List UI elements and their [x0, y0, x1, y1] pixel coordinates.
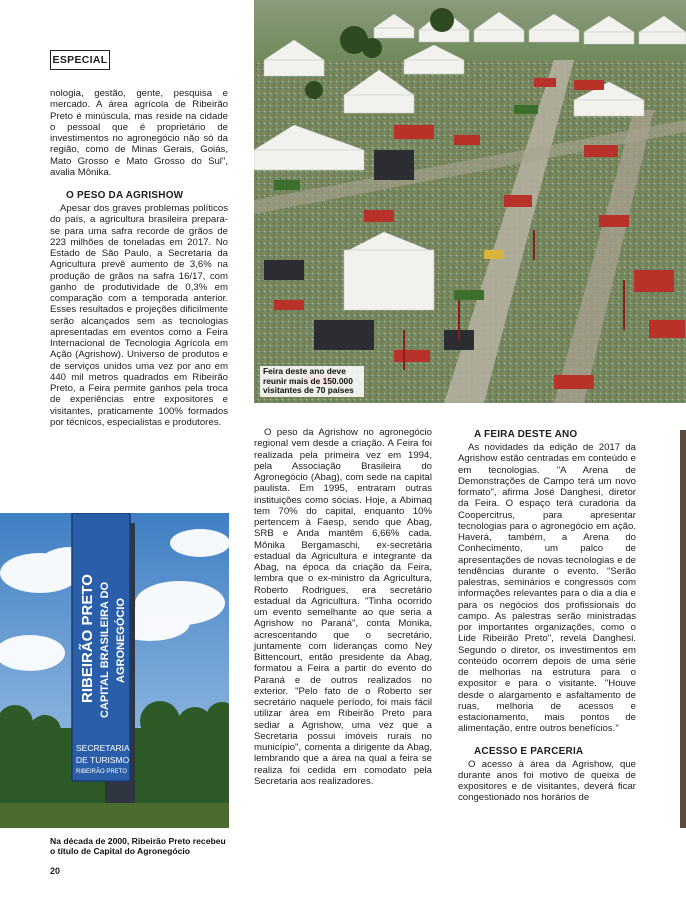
sign-illustration: [0, 513, 229, 828]
column-2: [254, 427, 432, 787]
page-number: 20: [50, 866, 61, 876]
sign-text-capital: CAPITAL BRASILEIRA DO: [99, 581, 111, 718]
section-heading-feira: A FEIRA DESTE ANO: [474, 429, 578, 440]
fair-aerial-illustration: [254, 0, 686, 403]
sign-text-turismo: DE TURISMO: [76, 755, 130, 765]
section-tag: ESPECIAL: [50, 50, 110, 70]
sign-text-ribeirao: RIBEIRÃO PRETO: [76, 769, 127, 775]
section-heading-acesso: ACESSO E PARCERIA: [474, 745, 584, 757]
section-heading-peso: O PESO DA AGRISHOW: [66, 190, 184, 201]
col2-paragraph: O peso da Agrishow no agronegócio regional vem desde a criação. A Feira foi realizada pela primeira vez em 1994, pela Associação Brasileira do Agronegócio (Abag), com sede na capital paulista. Em 1995, entraram outras instituições como sócias. Hoje, a Abimaq tem 70% do capital, enquanto 10% pertencem à Faesp, sendo que Abag, SRB e Anda mantêm 6,66% cada. Mônika Bergamaschi, ex-secretária estadual da Agricultura e integrante da Abag, na época da criação da Feira, lembra que o ex-ministro da Agricultura, Roberto Rodrigues, era secretário estadual da Agricultura. "Tinha ocorrido um evento semelhante ao que seria a Agrishow no Paraná", conta Monika, acrescentando que o secretário, juntamente com lideranças como Ney Bittencourt, então presidente da Abag, formatou a Feira a partir do evento do Paraná e de outros realizados no exterior. "Pelo fato de o Roberto ser secretário naquele período, foi mais fácil utilizar área em Ribeirão Preto para sediar a Agrishow, uma vez que a Secretaria possui imóveis rurais no município", comenta a dirigente da Abag, lembrando que a área na qual a feira se realiza foi cedida em comodato pela Secretaria aos realizadores.: [254, 427, 432, 787]
right-edge-photo: [680, 430, 686, 828]
intro-paragraph: nologia, gestão, gente, pesquisa e mercado. A área agrícola de Ribeirão Preto é minúscula, mas reside na cidade o pessoal que é proprietário de investimentos no agronegócio não só da região, como de Minas Gerais, Goiás, Mato Grosso e Mato Grosso do Sul", avalia Mônika.: [50, 88, 228, 178]
peso-paragraph: Apesar dos graves problemas políticos do país, a agricultura brasileira prepara-se para uma safra recorde de grãos de 223 milhões de toneladas em 2017. No Estado de São Paulo, a Secretaria da Agricultura prevê aumento de 3,6% na produção de grãos na safra 16/17, com ganho de produtividade de 0,3% em comparação com a temporada anterior. Esses resultados e projeções dificilmente serão alcançados sem as tecnologias apresentadas em eventos como a Feira Internacional de Tecnologia Agrícola em Ação (Agrishow). Universo de produtos e de serviços unidos uma vez por ano em 440 mil metros quadrados em Ribeirão Preto, a Feira permite ganhos pela troca de experiências entre expositores e visitantes, praticamente 100% formados por técnicos, especialistas e produtores.: [50, 203, 228, 428]
column-1: [50, 88, 228, 428]
fair-aerial-photo: [254, 0, 686, 403]
feira-paragraph: As novidades da edição de 2017 da Agrishow estão centradas em conteúdo e em tecnologias. "A Arena de Demonstrações de Campo terá um novo formato", afirma José Danghesi, diretor da Feira. O espaço terá curadoria da Coopercitrus, para apresentar tecnologias para o agronegócio em ação. Haverá, também, a Arena do Conhecimento, um palco de apresentações de novas tecnologias e de tendências durante o evento. "Serão palestras, seminários e congressos com informações relevantes para o dia a dia e para os negócios dos profissionais do campo. As palestras serão ministradas por importantes organizações, como o Lide Ribeirão Preto", revela Danghesi. Segundo o diretor, os investimentos em conteúdo ocorrem depois de uma série de melhorias na estrutura para o expositor e para o visitante. "Houve desde o alargamento e asfaltamento de ruas, melhoria de acessos e estacionamento, mais pontos de alimentação, entre outros benefícios.": [458, 442, 636, 735]
column-3: [458, 428, 636, 804]
sign-text-secretaria: SECRETARIA: [76, 743, 130, 753]
sign-text-city: RIBEIRÃO PRETO: [79, 574, 96, 703]
acesso-paragraph: O acesso à área da Agrishow, que durante anos foi motivo de queixa de expositores e de visitantes, deverá ficar congestionado nos horários de: [458, 758, 636, 804]
sign-photo-caption: Na década de 2000, Ribeirão Preto recebeu o título de Capital do Agronegócio: [50, 836, 226, 856]
ribeirao-sign-photo: [0, 513, 229, 828]
sign-text-agro: AGRONEGÓCIO: [115, 598, 127, 683]
top-photo-caption: Feira deste ano deve reunir mais de 150.000 visitantes de 70 países: [260, 366, 364, 397]
